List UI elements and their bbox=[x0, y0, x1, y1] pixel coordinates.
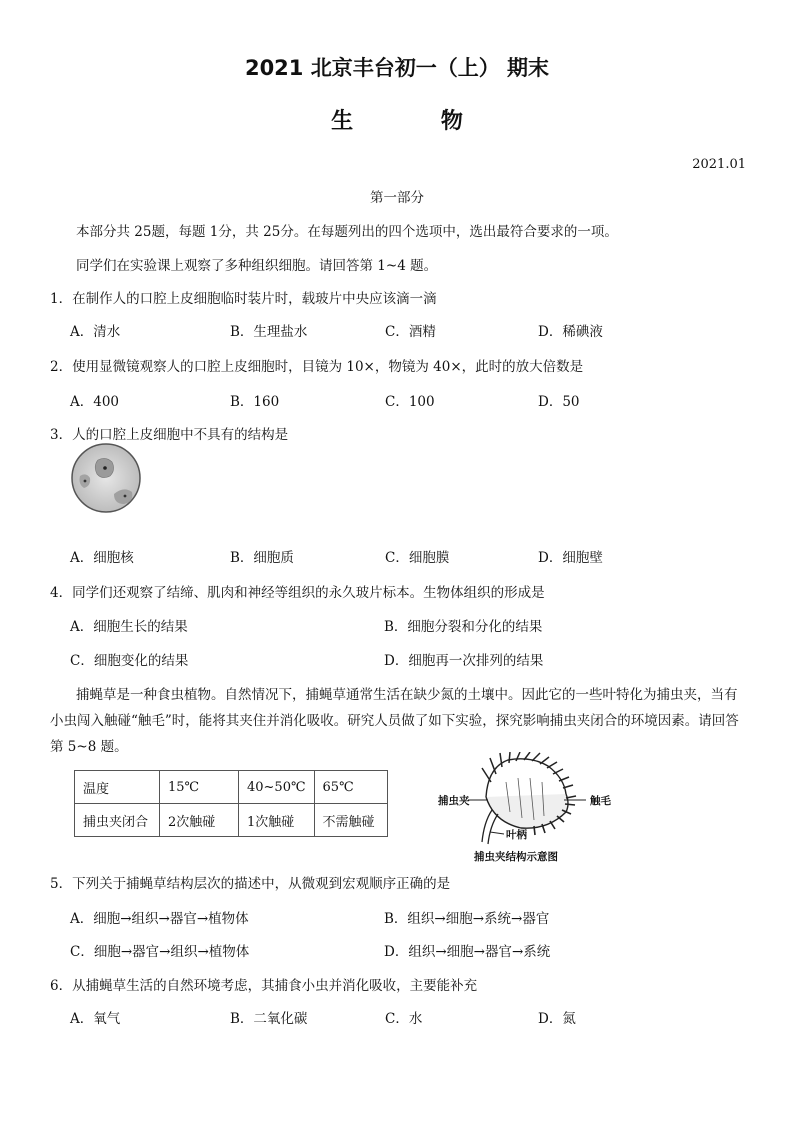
q1-option-b[interactable]: B．生理盐水 bbox=[230, 324, 308, 340]
intro-q5-8: 捕蝇草是一种食虫植物。自然情况下，捕蝇草通常生活在缺少氮的土壤中。因此它的一些叶特化为捕虫夹，当有小虫闯入触碰“触毛”时，能将其夹住并消化吸收。研究人员做了如下实验，探究影响捕虫夹闭合的环境因素。请回答第 5~8 题。 bbox=[50, 687, 739, 755]
q5-option-d[interactable]: D．组织→细胞→器官→系统 bbox=[384, 944, 551, 960]
q3-option-a[interactable]: A．细胞核 bbox=[70, 550, 134, 566]
q6-option-a[interactable]: A．氧气 bbox=[70, 1011, 121, 1027]
q2-option-d[interactable]: D．50 bbox=[538, 394, 580, 410]
q4-option-d[interactable]: D．细胞再一次排列的结果 bbox=[384, 653, 544, 669]
q5-option-a[interactable]: A．细胞→组织→器官→植物体 bbox=[70, 911, 249, 927]
label-trigger-hair: 触毛 bbox=[590, 795, 611, 807]
q4-option-a[interactable]: A．细胞生长的结果 bbox=[70, 619, 188, 635]
q2-option-b[interactable]: B．160 bbox=[230, 394, 280, 410]
table-cell: 65℃ bbox=[314, 771, 387, 804]
q5-option-c[interactable]: C．细胞→器官→组织→植物体 bbox=[70, 944, 250, 960]
question-5-stem: 5．下列关于捕蝇草结构层次的描述中，从微观到宏观顺序正确的是 bbox=[50, 876, 451, 892]
q3-option-d[interactable]: D．细胞壁 bbox=[538, 550, 603, 566]
q6-option-c[interactable]: C．水 bbox=[385, 1011, 423, 1027]
table-row bbox=[75, 771, 388, 804]
instructions: 本部分共 25题，每题 1分，共 25分。在每题列出的四个选项中，选出最符合要求的一项。 bbox=[76, 224, 618, 240]
table-row bbox=[75, 804, 388, 837]
question-6-stem: 6．从捕蝇草生活的自然环境考虑，其捕食小虫并消化吸收，主要能补充 bbox=[50, 978, 478, 994]
experiment-table bbox=[74, 770, 388, 837]
label-trap: 捕虫夹 bbox=[438, 795, 470, 807]
question-2-stem: 2．使用显微镜观察人的口腔上皮细胞时，目镜为 10×，物镜为 40×，此时的放大倍数是 bbox=[50, 359, 584, 375]
q1-option-d[interactable]: D．稀碘液 bbox=[538, 324, 603, 340]
table-cell: 1次触碰 bbox=[239, 804, 315, 837]
intro-q1-4: 同学们在实验课上观察了多种组织细胞。请回答第 1~4 题。 bbox=[76, 258, 438, 274]
q1-option-a[interactable]: A．清水 bbox=[70, 324, 121, 340]
flytrap-figure bbox=[436, 752, 636, 867]
q6-option-b[interactable]: B．二氧化碳 bbox=[230, 1011, 308, 1027]
table-cell: 40~50℃ bbox=[239, 771, 315, 804]
table-cell: 15℃ bbox=[160, 771, 239, 804]
q4-option-c[interactable]: C．细胞变化的结果 bbox=[70, 653, 189, 669]
exam-date: 2021.01 bbox=[692, 157, 746, 172]
q2-option-c[interactable]: C．100 bbox=[385, 394, 435, 410]
cheek-cell-micrograph bbox=[70, 442, 142, 514]
section-heading: 第一部分 bbox=[370, 190, 424, 206]
q3-option-c[interactable]: C．细胞膜 bbox=[385, 550, 450, 566]
q6-option-d[interactable]: D．氮 bbox=[538, 1011, 576, 1027]
table-cell: 不需触碰 bbox=[314, 804, 387, 837]
table-cell: 2次触碰 bbox=[160, 804, 239, 837]
question-3-stem: 3．人的口腔上皮细胞中不具有的结构是 bbox=[50, 427, 289, 443]
table-cell: 温度 bbox=[75, 771, 160, 804]
q1-option-c[interactable]: C．酒精 bbox=[385, 324, 436, 340]
q3-option-b[interactable]: B．细胞质 bbox=[230, 550, 294, 566]
q2-option-a[interactable]: A．400 bbox=[70, 394, 120, 410]
figure-caption: 捕虫夹结构示意图 bbox=[474, 851, 558, 863]
label-petiole: 叶柄 bbox=[506, 829, 527, 841]
subject-title: 生 物 bbox=[331, 109, 503, 134]
question-4-stem: 4．同学们还观察了结缔、肌肉和神经等组织的永久玻片标本。生物体组织的形成是 bbox=[50, 585, 545, 601]
table-cell: 捕虫夹闭合 bbox=[75, 804, 160, 837]
q5-option-b[interactable]: B．组织→细胞→系统→器官 bbox=[384, 911, 550, 927]
page-title: 2021 北京丰台初一（上） 期末 bbox=[244, 56, 550, 80]
q4-option-b[interactable]: B．细胞分裂和分化的结果 bbox=[384, 619, 543, 635]
question-1-stem: 1．在制作人的口腔上皮细胞临时装片时，载玻片中央应该滴一滴 bbox=[50, 291, 437, 307]
